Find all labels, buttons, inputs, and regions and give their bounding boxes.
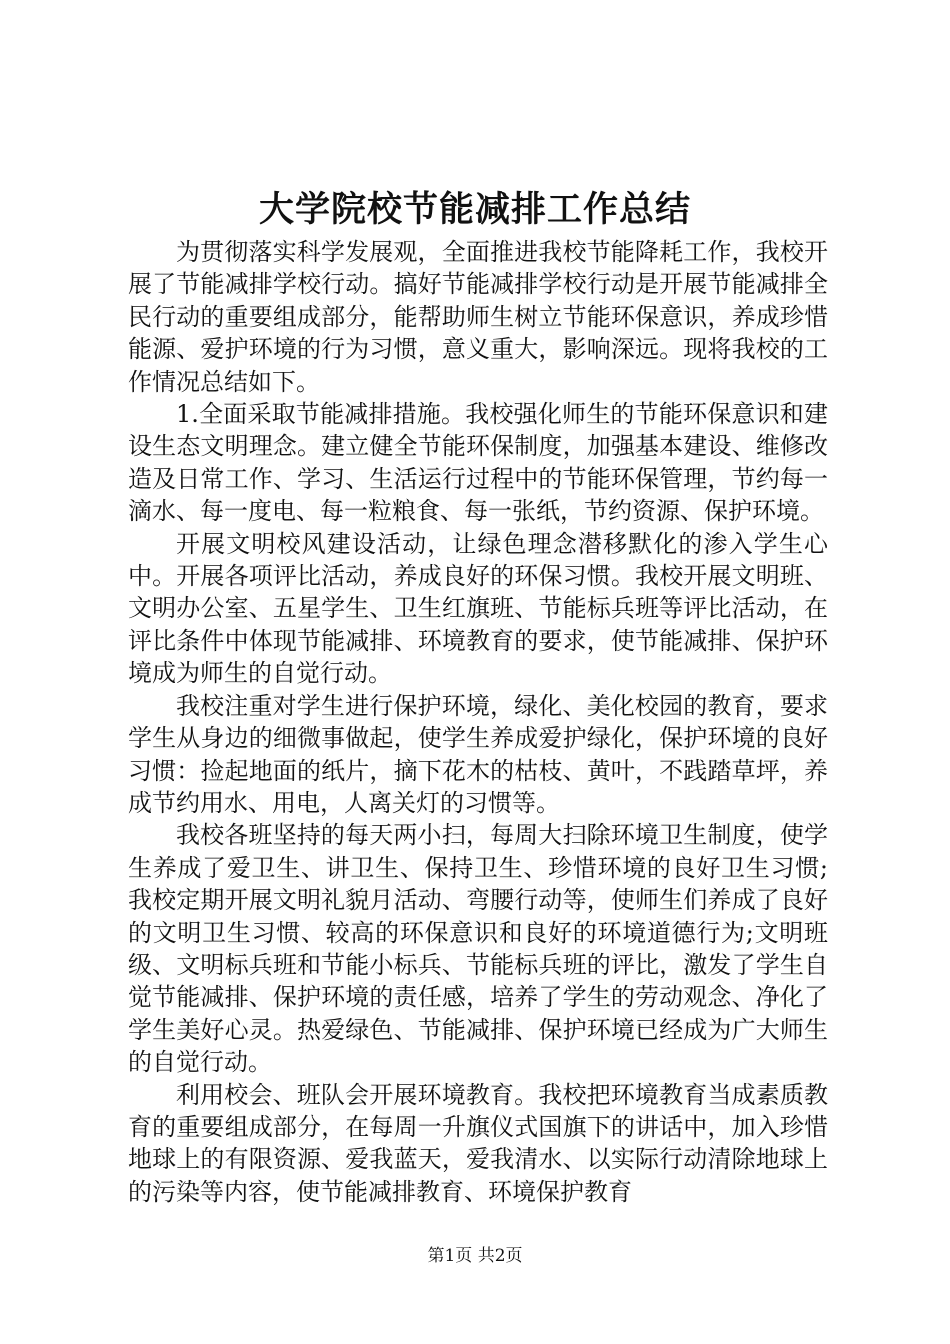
- document-title: 大学院校节能减排工作总结: [258, 189, 691, 230]
- paragraph-education: 利用校会、班队会开展环境教育。我校把环境教育当成素质教育的重要组成部分，在每周一升旗仪式国旗下的讲话中，加入珍惜地球上的有限资源、爱我蓝天，爱我清水、以实际行动清除地球上的污染等内容，使节能减排教育、环境保护教育: [128, 1080, 828, 1206]
- paragraph-measures: 1.全面采取节能减排措施。我校强化师生的节能环保意识和建设生态文明理念。建立健全节能环保制度，加强基本建设、维修改造及日常工作、学习、生活运行过程中的节能环保管理，节约每一滴水、每一度电、每一粒粮食、每一张纸，节约资源、保护环境。: [128, 400, 828, 526]
- paragraph-intro: 为贯彻落实科学发展观，全面推进我校节能降耗工作，我校开展了节能减排学校行动。搞好节能减排学校行动是开展节能减排全民行动的重要组成部分，能帮助师生树立节能环保意识，养成珍惜能源、爱护环境的行为习惯，意义重大，影响深远。现将我校的工作情况总结如下。: [128, 238, 828, 396]
- document-body: [128, 236, 828, 1208]
- paragraph-school-style: 开展文明校风建设活动，让绿色理念潜移默化的渗入学生心中。开展各项评比活动，养成良好的环保习惯。我校开展文明班、文明办公室、五星学生、卫生红旗班、节能标兵班等评比活动，在评比条件中体现节能减排、环境教育的要求，使节能减排、保护环境成为师生的自觉行动。: [128, 529, 828, 688]
- paragraph-hygiene: 我校各班坚持的每天两小扫，每周大扫除环境卫生制度，使学生养成了爱卫生、讲卫生、保持卫生、珍惜环境的良好卫生习惯;我校定期开展文明礼貌月活动、弯腰行动等，使师生们养成了良好的文明卫生习惯、较高的环保意识和良好的环境道德行为;文明班级、文明标兵班和节能小标兵、节能标兵班的评比，激发了学生自觉节能减排、保护环境的责任感，培养了学生的劳动观念、净化了学生美好心灵。热爱绿色、节能减排、保护环境已经成为广大师生的自觉行动。: [128, 821, 828, 1077]
- paragraph-protection: 我校注重对学生进行保护环境，绿化、美化校园的教育，要求学生从身边的细微事做起，使学生养成爱护绿化，保护环境的良好习惯：捡起地面的纸片，摘下花木的枯枝、黄叶，不践踏草坪，养成节约用水、用电，人离关灯的习惯等。: [128, 691, 828, 817]
- page-number-footer: 第1页 共2页: [427, 1246, 523, 1266]
